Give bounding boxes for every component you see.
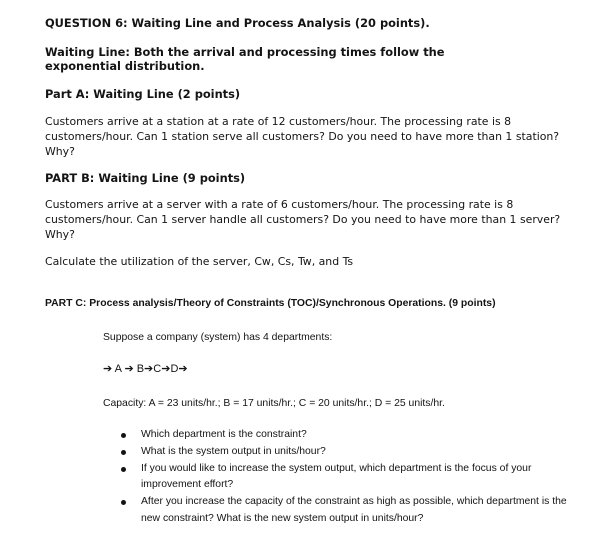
part-b-text: Customers arrive at a server with a rate of 6 customers/hour. The processing rate is 8 customers/hour. Can 1 server handle all customers? Do you need to have more than 1 server? Why? bbox=[45, 198, 561, 241]
part-b-calc: Calculate the utilization of the server, Cw, Cs, Tw, and Ts bbox=[45, 255, 354, 268]
list-item: If you would like to increase the system output, which department is the focus of your improvement effort? bbox=[103, 461, 573, 495]
part-a-text: Customers arrive at a station at a rate of 12 customers/hour. The processing rate is 8 customers/hour. Can 1 station serve all customers? Do you need to have more than 1 station? Why? bbox=[45, 115, 560, 158]
part-c-heading: PART C: Process analysis/Theory of Constraints (TOC)/Synchronous Operations. (9 points) bbox=[45, 298, 496, 309]
capacity-line: Capacity: A = 23 units/hr.; B = 17 units/hr.; C = 20 units/hr.; D = 25 units/hr. bbox=[103, 398, 445, 409]
question-list bbox=[103, 427, 573, 528]
list-item: What is the system output in units/hour? bbox=[103, 444, 573, 461]
waiting-line-note: Waiting Line: Both the arrival and processing times follow the exponential distribution. bbox=[45, 45, 445, 73]
part-a-heading: Part A: Waiting Line (2 points) bbox=[45, 87, 241, 101]
list-item: Which department is the constraint? bbox=[103, 427, 573, 444]
question-title: QUESTION 6: Waiting Line and Process Analysis (20 points). bbox=[45, 16, 430, 30]
part-b-heading: PART B: Waiting Line (9 points) bbox=[45, 171, 246, 185]
part-c-intro: Suppose a company (system) has 4 departments: bbox=[103, 332, 333, 343]
list-item: After you increase the capacity of the constraint as high as possible, which department is the new constraint? What is the new system output in units/hour? bbox=[103, 494, 573, 528]
department-flow: ➔ A ➔ B➔C➔D➔ bbox=[103, 363, 188, 375]
